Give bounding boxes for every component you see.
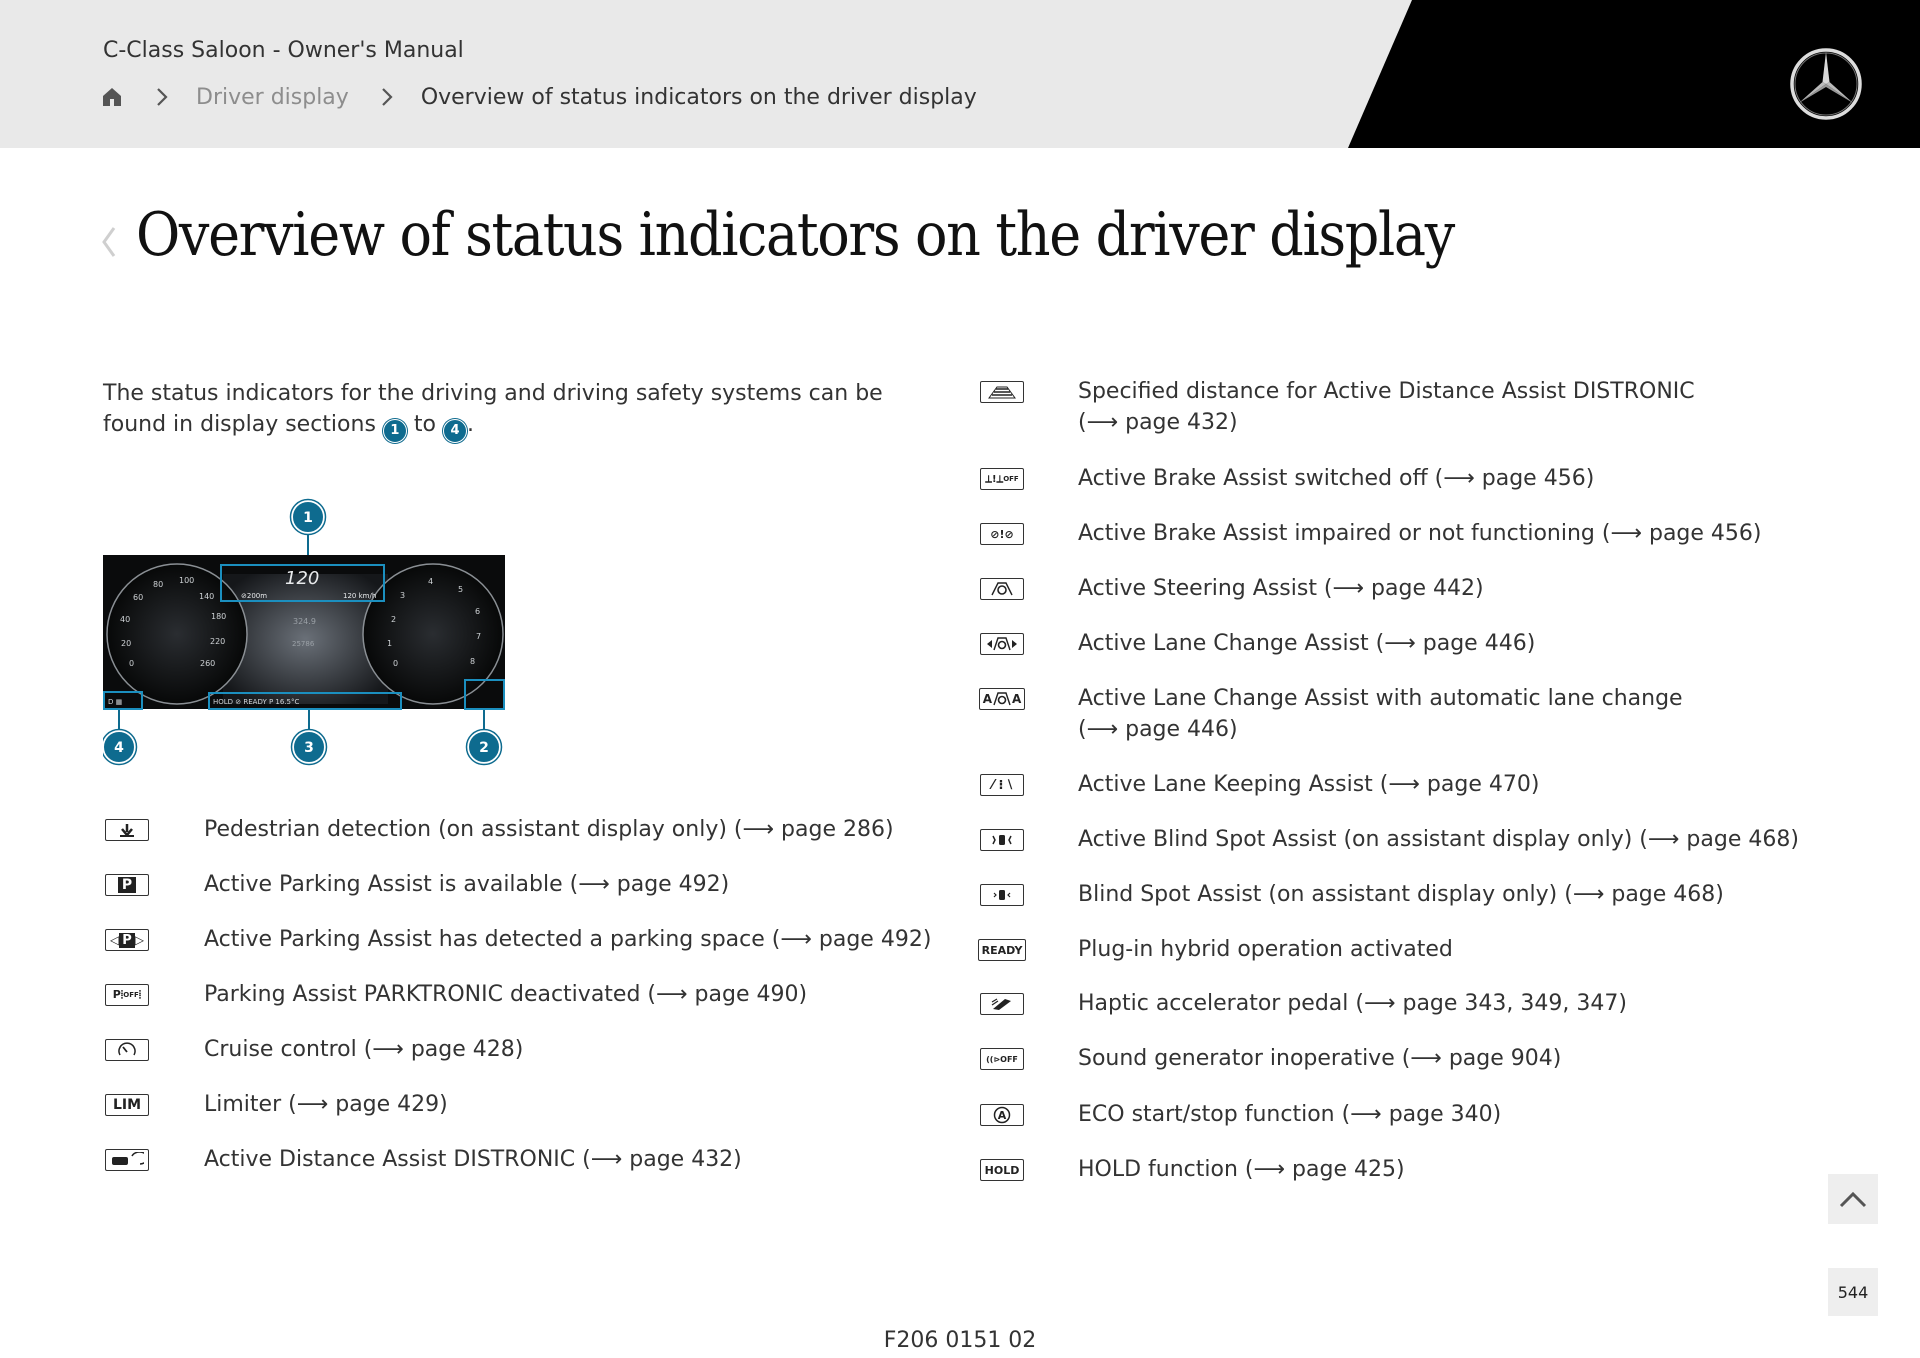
back-chevron-icon[interactable] — [100, 222, 118, 262]
svg-text:324.9: 324.9 — [293, 617, 316, 626]
list-item-text: Active Brake Assist switched off (⟶ page 456) — [1078, 466, 1595, 491]
svg-text:120 km/h: 120 km/h — [343, 592, 377, 600]
svg-text:20: 20 — [121, 639, 132, 648]
pedestrian-icon — [103, 816, 151, 844]
list-item-text: Active Blind Spot Assist (on assistant display only) (⟶ page 468) — [1078, 827, 1799, 852]
breadcrumb-link-driver-display[interactable]: Driver display — [196, 84, 349, 110]
ready-label: READY — [978, 939, 1026, 961]
parking-space-icon: ◁ P ▷ — [103, 926, 151, 954]
scroll-to-top-button[interactable] — [1828, 1174, 1878, 1224]
list-item-text: Blind Spot Assist (on assistant display only) (⟶ page 468) — [1078, 882, 1724, 907]
svg-text:120: 120 — [285, 568, 320, 589]
parktronic-off-icon: P⦙ OFF ⦙ — [103, 981, 151, 1009]
intro-joiner: to — [413, 412, 436, 437]
svg-text:7: 7 — [476, 632, 482, 641]
svg-text:0: 0 — [393, 659, 399, 668]
lane-change-assist-icon — [978, 630, 1026, 658]
auto-lane-change-icon: A A — [978, 685, 1026, 713]
svg-text:40: 40 — [120, 615, 131, 624]
list-item-text: Parking Assist PARKTRONIC deactivated (⟶ page 490) — [204, 982, 808, 1007]
svg-text:D ▦: D ▦ — [108, 698, 123, 706]
svg-text:180: 180 — [211, 612, 227, 621]
page-title: Overview of status indicators on the driver display — [136, 200, 1454, 270]
list-item-text: Plug-in hybrid operation activated — [1078, 937, 1453, 962]
distronic-icon — [103, 1146, 151, 1174]
chevron-up-icon — [1838, 1189, 1868, 1209]
document-title: C-Class Saloon - Owner's Manual — [103, 38, 464, 63]
svg-text:80: 80 — [153, 580, 164, 589]
steering-assist-icon — [978, 575, 1026, 603]
header-bar — [0, 0, 1920, 148]
hold-label: HOLD — [980, 1159, 1024, 1181]
intro-text: The status indicators for the driving and driving safety systems can be found in display sections — [103, 381, 883, 437]
hold-icon — [978, 1156, 1026, 1184]
lane-keeping-icon: ⁄ ⁝ ⧵ — [978, 771, 1026, 799]
section-number-badge: 1 — [383, 419, 407, 443]
svg-text:0: 0 — [129, 659, 135, 668]
svg-text:4: 4 — [428, 577, 434, 586]
cruise-control-icon — [103, 1036, 151, 1064]
svg-text:1: 1 — [387, 639, 393, 648]
section-number-badge: 4 — [443, 419, 467, 443]
list-item-text: Haptic accelerator pedal (⟶ page 343, 349, 347) — [1078, 991, 1627, 1016]
list-item-text: Active Lane Keeping Assist (⟶ page 470) — [1078, 772, 1540, 797]
page-number: 544 — [1837, 1282, 1869, 1302]
list-item-text: ECO start/stop function (⟶ page 340) — [1078, 1102, 1502, 1127]
header-black-wedge — [0, 0, 1920, 148]
svg-text:HOLD ⊘ READY P 16.5°C: HOLD ⊘ READY P 16.5°C — [213, 698, 300, 706]
list-item-text: Limiter (⟶ page 429) — [204, 1092, 448, 1117]
intro-paragraph — [103, 378, 933, 443]
svg-text:⊘200m: ⊘200m — [241, 592, 268, 600]
svg-text:8: 8 — [470, 657, 476, 666]
svg-text:5: 5 — [458, 585, 464, 594]
callout-1: 1 — [303, 510, 313, 526]
list-item-line: (⟶ page 446) — [1078, 717, 1238, 742]
limiter-icon — [103, 1091, 151, 1119]
list-item-text: Active Parking Assist has detected a parking space (⟶ page 492) — [204, 927, 932, 952]
svg-text:100: 100 — [179, 576, 195, 585]
breadcrumb — [100, 82, 977, 112]
chevron-right-icon — [152, 85, 172, 109]
brake-assist-impaired-icon: ⊘!⊘ — [978, 520, 1026, 548]
list-item-text — [1078, 683, 1683, 745]
list-item-text: Active Steering Assist (⟶ page 442) — [1078, 576, 1484, 601]
brake-assist-off-icon: ⟂!⟂ OFF — [978, 465, 1026, 493]
svg-text:A: A — [997, 1109, 1007, 1122]
svg-text:140: 140 — [199, 592, 215, 601]
breadcrumb-current: Overview of status indicators on the driver display — [420, 84, 977, 110]
list-item-text: Active Distance Assist DISTRONIC (⟶ page 432) — [204, 1147, 742, 1172]
driver-display-illustration — [103, 494, 505, 778]
sound-generator-off-icon: ((⊳OFF — [978, 1045, 1026, 1073]
page-number-indicator[interactable] — [1828, 1268, 1878, 1316]
specified-distance-icon — [978, 378, 1026, 406]
svg-text:3: 3 — [400, 591, 406, 600]
parking-p-icon: P — [103, 871, 151, 899]
mercedes-star-logo-icon — [1788, 46, 1864, 122]
list-item-text: Active Parking Assist is available (⟶ page 492) — [204, 872, 730, 897]
list-item-text: Cruise control (⟶ page 428) — [204, 1037, 524, 1062]
svg-text:260: 260 — [200, 659, 216, 668]
list-item-text: Pedestrian detection (on assistant display only) (⟶ page 286) — [204, 817, 894, 842]
svg-text:220: 220 — [210, 637, 226, 646]
intro-end: . — [467, 412, 474, 437]
list-item-line: (⟶ page 432) — [1078, 410, 1238, 435]
list-item-line: Specified distance for Active Distance Assist DISTRONIC — [1078, 379, 1695, 404]
list-item-text: Active Lane Change Assist (⟶ page 446) — [1078, 631, 1536, 656]
svg-text:25786: 25786 — [292, 640, 315, 648]
svg-text:2: 2 — [391, 615, 397, 624]
footer-code: F206 0151 02 — [883, 1328, 1037, 1353]
list-item-line: Active Lane Change Assist with automatic lane change — [1078, 686, 1683, 711]
chevron-right-icon — [377, 85, 397, 109]
list-item-text: Sound generator inoperative (⟶ page 904) — [1078, 1046, 1562, 1071]
list-item-text: HOLD function (⟶ page 425) — [1078, 1157, 1405, 1182]
eco-start-stop-icon — [978, 1101, 1026, 1129]
ready-icon — [978, 936, 1026, 964]
home-icon[interactable] — [100, 85, 124, 109]
callout-3: 3 — [304, 740, 314, 756]
blind-spot-icon — [978, 881, 1026, 909]
limiter-label: LIM — [105, 1094, 149, 1116]
svg-text:60: 60 — [133, 593, 144, 602]
list-item-text: Active Brake Assist impaired or not functioning (⟶ page 456) — [1078, 521, 1762, 546]
callout-2: 2 — [479, 740, 489, 756]
svg-text:6: 6 — [475, 607, 481, 616]
haptic-pedal-icon — [978, 990, 1026, 1018]
list-item-text — [1078, 376, 1695, 438]
active-blind-spot-icon — [978, 826, 1026, 854]
callout-4: 4 — [114, 740, 124, 756]
